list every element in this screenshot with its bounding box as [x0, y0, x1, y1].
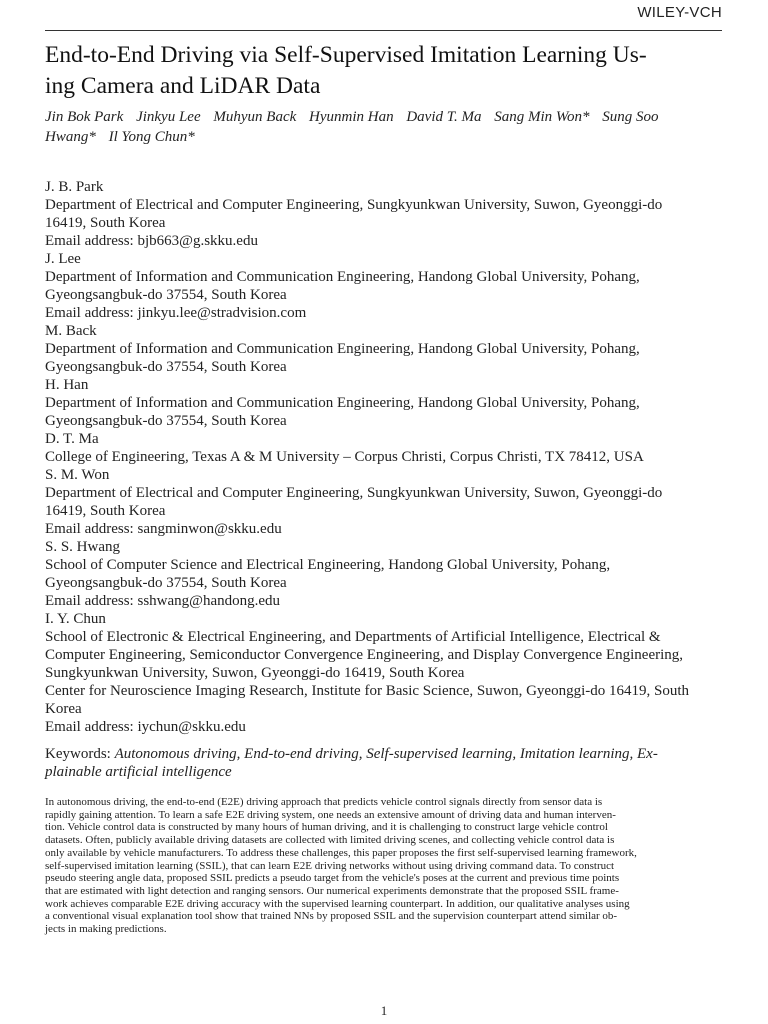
abstract-line: rapidly gaining attention. To learn a safe E2E driving system, one needs an extensive amount of driving data and human interven- [45, 808, 616, 821]
abstract-line: self-supervised imitation learning (SSIL), that can learn E2E driving networks without using driving command data. To construct [45, 859, 615, 872]
affiliation-line: 16419, South Korea [45, 503, 166, 519]
email-line: Email address: jinkyu.lee@stradvision.com [45, 305, 307, 321]
affiliation-line: College of Engineering, Texas A & M University – Corpus Christi, Corpus Christi, TX 78412, USA [45, 449, 644, 465]
abstract-line: In autonomous driving, the end-to-end (E2E) driving approach that predicts vehicle control signals directly from sensor data is [45, 796, 603, 808]
abstract-line: a conventional visual explanation tool show that trained NNs by proposed SSIL and the supervision counterpart attend similar ob- [45, 910, 618, 923]
author: Hwang* [45, 128, 96, 145]
affiliation-line: Gyeongsangbuk-do 37554, South Korea [45, 287, 287, 303]
affiliation-line: Department of Electrical and Computer Engineering, Sungkyunkwan University, Suwon, Gyeonggi-do [45, 485, 663, 501]
author: Jinkyu Lee [136, 109, 201, 125]
author-list [45, 108, 725, 147]
affiliation-line: Korea [45, 701, 82, 717]
email-line: Email address: iychun@skku.edu [45, 719, 246, 735]
email-line: Email address: sshwang@handong.edu [45, 593, 281, 609]
affiliations [45, 178, 735, 736]
affiliation-line: Department of Information and Communication Engineering, Handong Global University, Pohang, [45, 395, 640, 411]
abstract-line: pseudo steering angle data, proposed SSIL predicts a pseudo target from the vehicle's poses at the current and previous time points [45, 872, 620, 885]
affiliation-line: School of Electronic & Electrical Engineering, and Departments of Artificial Intelligence, Electrical & [45, 629, 661, 645]
affiliation-line: Gyeongsangbuk-do 37554, South Korea [45, 575, 287, 591]
title-line: End-to-End Driving via Self-Supervised Imitation Learning Us- [45, 42, 647, 68]
author: David T. Ma [406, 109, 482, 125]
affiliation-line: J. Lee [45, 251, 81, 267]
affiliation-line: D. T. Ma [45, 431, 99, 447]
abstract [45, 796, 725, 936]
affiliation-line: H. Han [45, 377, 89, 393]
paper-title [45, 40, 725, 102]
author: Il Yong Chun* [108, 128, 195, 145]
affiliation-line: I. Y. Chun [45, 611, 106, 627]
affiliation-line: S. M. Won [45, 467, 110, 483]
affiliation-line: S. S. Hwang [45, 539, 121, 555]
affiliation-line: School of Computer Science and Electrical Engineering, Handong Global University, Pohang, [45, 557, 611, 573]
author: Sang Min Won* [494, 109, 590, 125]
header-rule [45, 30, 722, 31]
author: Jin Bok Park [45, 109, 124, 125]
affiliation-line: Department of Electrical and Computer Engineering, Sungkyunkwan University, Suwon, Gyeonggi-do [45, 197, 663, 213]
affiliation-line: Gyeongsangbuk-do 37554, South Korea [45, 413, 287, 429]
abstract-line: work achieves comparable E2E driving accuracy with the supervised learning counterpart. In addition, our qualitative analyses using [45, 897, 630, 910]
author: Hyunmin Han [309, 109, 394, 125]
affiliation-line: Department of Information and Communication Engineering, Handong Global University, Pohang, [45, 341, 640, 357]
keywords-line [45, 745, 725, 763]
affiliation-line: Center for Neuroscience Imaging Research, Institute for Basic Science, Suwon, Gyeonggi-do 16419, South [45, 683, 690, 699]
email-line: Email address: sangminwon@skku.edu [45, 521, 282, 537]
affiliation-line: J. B. Park [45, 179, 104, 195]
abstract-line: only available by vehicle manufacturers. To address these challenges, this paper proposes the first self-supervised learning framework, [45, 846, 637, 859]
affiliation-line: Computer Engineering, Semiconductor Convergence Engineering, and Display Convergence Engineering, [45, 647, 684, 663]
affiliation-line: Department of Information and Communication Engineering, Handong Global University, Pohang, [45, 269, 640, 285]
keywords-values: plainable artificial intelligence [45, 764, 232, 780]
keywords-values: Autonomous driving, End-to-end driving, Self-supervised learning, Imitation learning, Ex- [114, 746, 658, 762]
affiliation-line: M. Back [45, 323, 97, 339]
affiliation-line: 16419, South Korea [45, 215, 166, 231]
email-line: Email address: bjb663@g.skku.edu [45, 233, 258, 249]
page-number: 1 [380, 1003, 388, 1018]
abstract-line: tion. Vehicle control data is constructed by many hours of human driving, and it is challenging to construct large vehicle control [45, 821, 608, 834]
author-line [45, 128, 725, 148]
abstract-line: that are estimated with light detection and ranging sensors. Our numerical experiments demonstrate that the proposed SSIL frame- [45, 884, 619, 897]
author: Muhyun Back [213, 109, 297, 125]
affiliation-line: Gyeongsangbuk-do 37554, South Korea [45, 359, 287, 375]
abstract-line: jects in making predictions. [45, 923, 167, 936]
keywords [45, 745, 725, 781]
keywords-label: Keywords: [45, 746, 111, 762]
abstract-line: datasets. Often, publicly available driving datasets are collected with limited driving scenes, and collecting vehicle control data is [45, 834, 615, 847]
publisher-logo: WILEY-VCH [637, 4, 722, 21]
author: Sung Soo [602, 109, 659, 125]
title-line: ing Camera and LiDAR Data [45, 73, 321, 99]
author-line [45, 108, 725, 128]
affiliation-line: Sungkyunkwan University, Suwon, Gyeonggi-do 16419, South Korea [45, 665, 465, 681]
